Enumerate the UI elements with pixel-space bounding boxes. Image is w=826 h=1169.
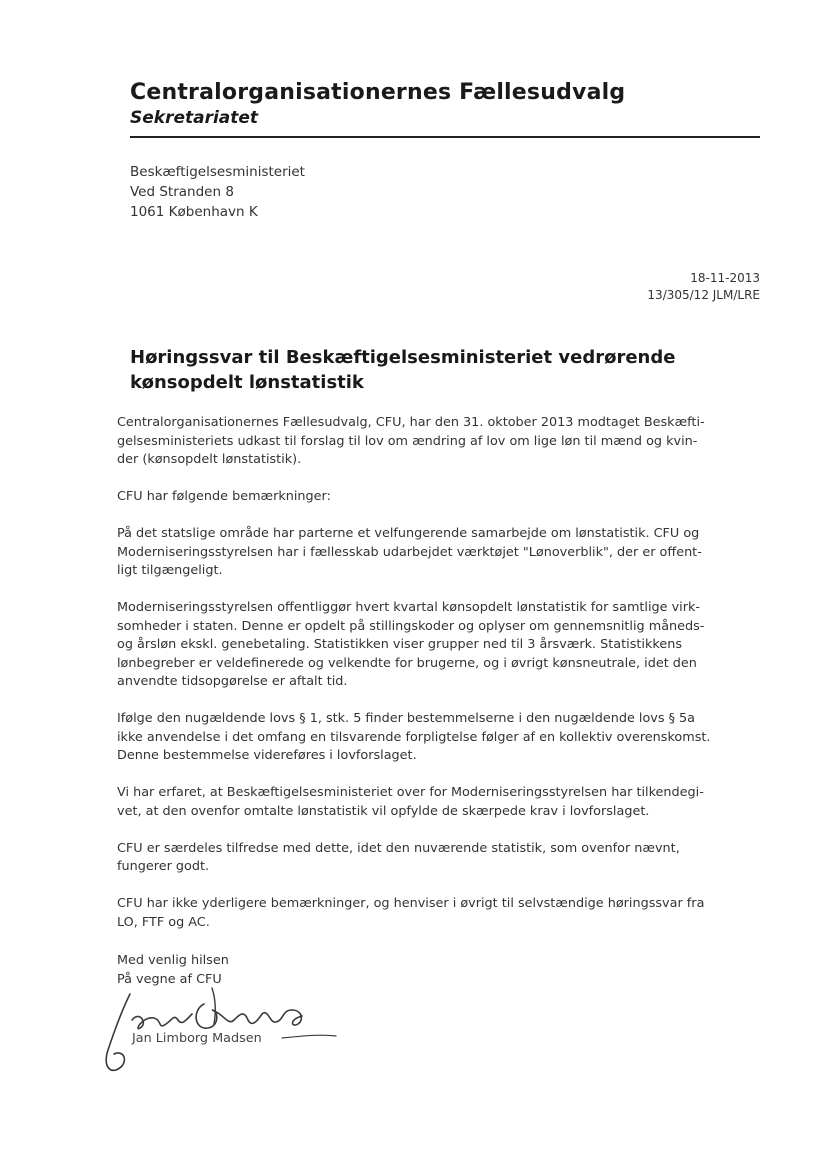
paragraph-line: anvendte tidsopgørelse er aftalt tid. [117, 674, 348, 689]
paragraph-line: ligt tilgængeligt. [117, 563, 223, 578]
heading-line-2: kønsopdelt lønstatistik [130, 372, 364, 393]
paragraph-line: og årsløn ekskl. genebetaling. Statistikken viser grupper ned til 3 årsværk. Statistikkens [117, 637, 682, 652]
paragraph-line: ikke anvendelse i det omfang en tilsvarende forpligtelse følger af en kollektiv overenskomst. [117, 729, 711, 745]
body-paragraph [117, 710, 757, 766]
paragraph-line: CFU er særdeles tilfredse med dette, idet den nuværende statistik, som ovenfor nævnt, [117, 840, 680, 856]
closing-on-behalf: På vegne af CFU [117, 971, 222, 987]
body-paragraph [117, 599, 757, 692]
paragraph-line: gelsesministeriets udkast til forslag til lov om ændring af lov om lige løn til mænd og kvin- [117, 433, 698, 449]
letter-meta [647, 270, 760, 304]
letter-reference: 13/305/12 JLM/LRE [647, 288, 760, 302]
paragraph-line: Moderniseringsstyrelsen har i fællesskab udarbejdet værktøjet "Lønoverblik", der er offent- [117, 544, 702, 560]
recipient-name: Beskæftigelsesministeriet [130, 164, 305, 180]
paragraph-line: Denne bestemmelse videreføres i lovforslaget. [117, 748, 417, 763]
body-paragraph [117, 895, 757, 932]
paragraph-line: somheder i staten. Denne er opdelt på stillingskoder og oplyser om gennemsnitlig måneds- [117, 618, 705, 634]
paragraph-line: Moderniseringsstyrelsen offentliggør hvert kvartal kønsopdelt lønstatistik for samtlige virk- [117, 600, 701, 615]
paragraph-line: lønbegreber er veldefinerede og velkendte for brugerne, og i øvrigt kønsneutrale, idet den [117, 655, 697, 671]
organization-name: Centralorganisationernes Fællesudvalg [130, 80, 626, 105]
letter-body [117, 414, 757, 951]
paragraph-line: CFU har følgende bemærkninger: [117, 489, 331, 504]
paragraph-line: Vi har erfaret, at Beskæftigelsesministeriet over for Moderniseringsstyrelsen har tilkendegi- [117, 785, 704, 800]
recipient-city: 1061 København K [130, 204, 258, 220]
closing-greeting: Med venlig hilsen [117, 953, 229, 968]
paragraph-line: Ifølge den nugældende lovs § 1, stk. 5 finder bestemmelserne i den nugældende lovs § 5a [117, 711, 696, 726]
body-paragraph [117, 488, 757, 507]
heading-line-1: Høringssvar til Beskæftigelsesministeriet vedrørende [130, 347, 676, 368]
paragraph-line: fungerer godt. [117, 859, 210, 874]
paragraph-line: CFU har ikke yderligere bemærkninger, og henviser i øvrigt til selvstændige høringssvar fra [117, 896, 705, 911]
department-name: Sekretariatet [130, 108, 259, 128]
body-paragraph [117, 414, 757, 470]
handwritten-signature [92, 980, 342, 1080]
paragraph-line: der (kønsopdelt lønstatistik). [117, 452, 302, 467]
body-paragraph [117, 784, 757, 821]
recipient-address [130, 162, 305, 222]
paragraph-line: LO, FTF og AC. [117, 914, 210, 930]
paragraph-line: vet, at den ovenfor omtalte lønstatistik vil opfylde de skærpede krav i lovforslaget. [117, 803, 650, 819]
body-paragraph [117, 840, 757, 877]
body-paragraph [117, 525, 757, 581]
letter-heading [130, 345, 750, 395]
paragraph-line: Centralorganisationernes Fællesudvalg, CFU, har den 31. oktober 2013 modtaget Beskæfti- [117, 415, 705, 430]
recipient-street: Ved Stranden 8 [130, 184, 234, 200]
header-rule [130, 136, 760, 138]
paragraph-line: På det statslige område har parterne et velfungerende samarbejde om lønstatistik. CFU og [117, 526, 700, 541]
letter-date: 18-11-2013 [690, 271, 760, 285]
signer-name: Jan Limborg Madsen [132, 1031, 262, 1046]
